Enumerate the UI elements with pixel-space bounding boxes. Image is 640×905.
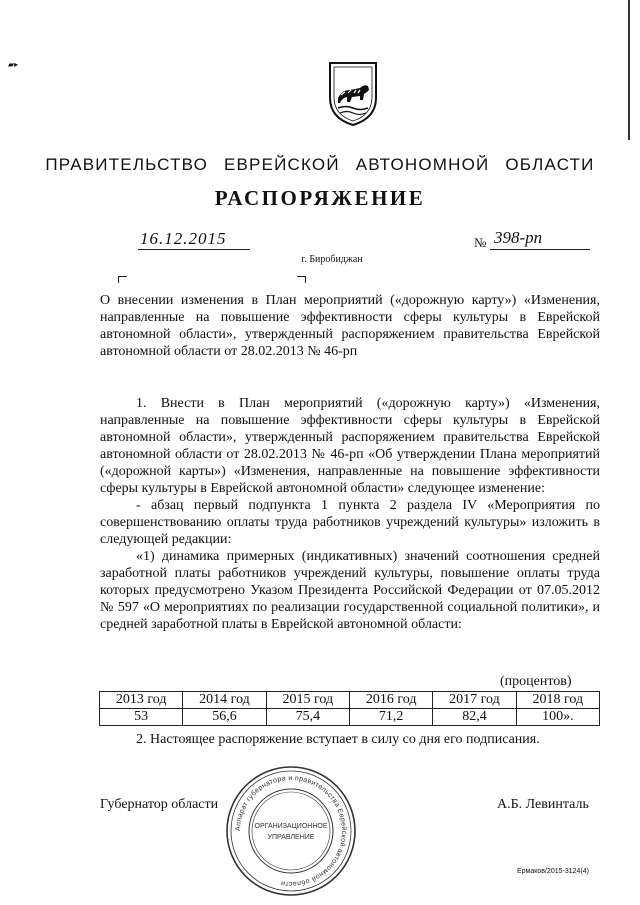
official-stamp — [224, 764, 358, 898]
signatory-position: Губернатор области — [100, 797, 219, 812]
value-cell: 56,6 — [183, 709, 266, 726]
number-underline — [490, 249, 590, 250]
date-underline — [138, 249, 250, 250]
subject-text: О внесении изменения в План мероприятий («дорожную карту») «Изменения, направленные на повышение эффективности сферы культуры в Еврейской автономной области», утвержденный распоряжением правительства Еврейской автономной области от 28.02.2013 № 46-рп — [100, 293, 600, 359]
issuing-city: г. Биробиджан — [301, 254, 363, 265]
year-cell: 2015 год — [266, 692, 349, 709]
stamp-ring-text: Аппарат губернатора и правительства Еврейской автономной области — [234, 774, 348, 888]
document-subject — [100, 292, 600, 360]
document-number: 398-рп — [494, 228, 543, 247]
subject-corner-right — [297, 276, 306, 283]
clause-1-new-wording: «1) динамика примерных (индикативных) значений соотношения средней заработной платы работников учреждений культуры, повышение оплаты труда которых предусмотрено Указом Президента Российской Федерации от 07.05.2012 № 597 «О мероприятиях по реализации государственной социальной политики», и средней заработной платы в Еврейской автономной области: — [100, 549, 600, 632]
document-body — [100, 395, 600, 633]
clause-1: 1. Внести в План мероприятий («дорожную карту») «Изменения, направленные на повышение эффективности сферы культуры в Еврейской автономной области», утвержденный распоряжением правительства Еврейской автономной области от 28.02.2013 № 46-рп «Об утверждении Плана мероприятий («дорожной карты») «Изменения, направленные на повышение эффективности сферы культуры в Еврейской автономной области» следующее изменение: — [100, 396, 600, 496]
signatory-name: А.Б. Левинталь — [497, 797, 589, 812]
year-cell: 2017 год — [433, 692, 516, 709]
table-row — [100, 709, 600, 726]
value-cell: 82,4 — [433, 709, 516, 726]
value-cell: 75,4 — [266, 709, 349, 726]
number-label: № — [474, 235, 487, 250]
document-reference: Ермаков/2015-3124(4) — [517, 868, 589, 875]
clause-2: 2. Настоящее распоряжение вступает в силу со дня его подписания. — [136, 732, 540, 747]
issuing-authority: ПРАВИТЕЛЬСТВО ЕВРЕЙСКОЙ АВТОНОМНОЙ ОБЛАСТИ — [45, 155, 595, 174]
coat-of-arms-emblem — [326, 60, 380, 128]
value-cell: 100». — [516, 709, 599, 726]
year-cell: 2013 год — [100, 692, 183, 709]
subject-corner-left — [118, 276, 127, 283]
document-date: 16.12.2015 — [140, 229, 227, 248]
document-title: РАСПОРЯЖЕНИЕ — [214, 186, 426, 210]
stamp-center-line1: ОРГАНИЗАЦИОННОЕ — [254, 823, 328, 830]
table-units: (процентов) — [500, 674, 572, 689]
year-cell: 2014 год — [183, 692, 266, 709]
year-cell: 2018 год — [516, 692, 599, 709]
stamp-center-line2: УПРАВЛЕНИЕ — [267, 834, 315, 841]
clause-1-subitem: - абзац первый подпункта 1 пункта 2 раздела IV «Мероприятия по совершенствованию оплаты труда работников учреждений культуры» изложить в следующей редакции: — [100, 498, 600, 547]
value-cell: 71,2 — [349, 709, 432, 726]
table-row — [100, 692, 600, 709]
scan-edge-line — [628, 0, 630, 140]
value-cell: 53 — [100, 709, 183, 726]
indicator-table — [99, 691, 600, 726]
scan-mark: ▰▸ — [8, 60, 19, 69]
year-cell: 2016 год — [349, 692, 432, 709]
